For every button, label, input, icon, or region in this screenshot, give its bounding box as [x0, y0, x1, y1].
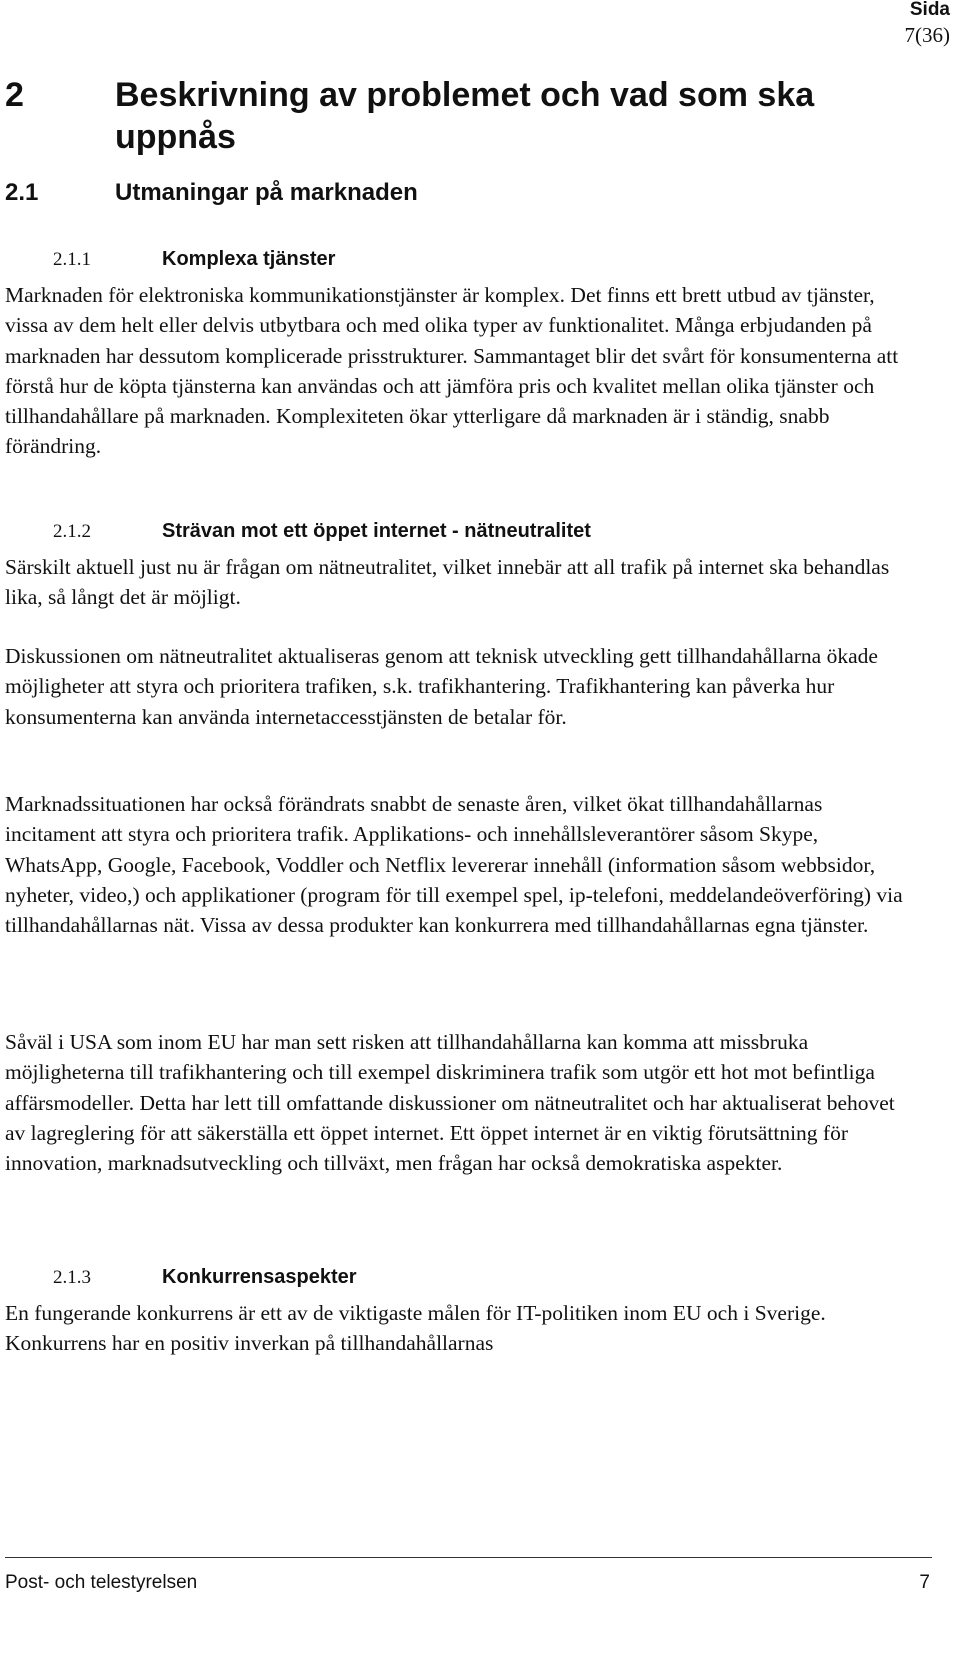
chapter-number: 2 [5, 76, 24, 114]
page-number [905, 0, 951, 50]
page-label: Sida [909, 0, 950, 20]
page-value: 7(36) [904, 23, 950, 47]
section-title: Utmaningar på marknaden [115, 179, 418, 206]
footer-page-number: 7 [919, 1572, 930, 1593]
subsection-heading-konkurrens [53, 1266, 357, 1289]
subsection-number: 2.1.2 [53, 521, 91, 542]
paragraph: Diskussionen om nätneutralitet aktualiseras genom att teknisk utveckling gett tillhandahållarna ökade möjligheter att styra och prioritera trafiken, s.k. trafikhantering. Trafikhantering kan påverka hur konsumenterna kan använda internetaccesstjänsten de betalar för. [5, 644, 878, 729]
chapter-title: Beskrivning av problemet och vad som ska uppnås [115, 76, 815, 156]
subsection-number: 2.1.1 [53, 249, 91, 270]
subsection-heading-komplexa [53, 248, 335, 271]
section-heading [5, 178, 418, 208]
subsection-heading-natneutralitet [53, 520, 591, 543]
paragraph: Särskilt aktuell just nu är frågan om nätneutralitet, vilket innebär att all trafik på internet ska behandlas lika, så långt det är möjligt. [5, 555, 890, 610]
paragraph: Marknadssituationen har också förändrats snabbt de senaste åren, vilket ökat tillhandahållarnas incitament att styra och prioritera trafik. Applikations- och innehållsleverantörer såsom Skype, WhatsApp, Google, Facebook, Voddler och Netflix levererar innehåll (information såsom webbsidor, nyheter, video,) och applikationer (program för till exempel spel, ip-telefoni, meddelandeöverföring) via tillhandahållarnas nät. Vissa av dessa produkter kan konkurrera med tillhandahållarnas egna tjänster. [5, 792, 903, 938]
footer-organization: Post- och telestyrelsen [5, 1572, 198, 1593]
footer-divider [5, 1557, 932, 1558]
paragraph: Marknaden för elektroniska kommunikationstjänster är komplex. Det finns ett brett utbud av tjänster, vissa av dem helt eller delvis utbytbara och med olika typer av funktionalitet. Många erbjudanden på marknaden har dessutom komplicerade prisstrukturer. Sammantaget blir det svårt för konsumenterna att förstå hur de köpta tjänsterna kan användas och att jämföra pris och kvalitet mellan olika tjänster och tillhandahållare på marknaden. Komplexiteten ökar ytterligare då marknaden är i ständig, snabb förändring. [5, 283, 899, 459]
paragraph: Såväl i USA som inom EU har man sett risken att tillhandahållarna kan komma att missbruka möjligheterna till trafikhantering och till exempel diskriminera trafik som utgör ett hot mot befintliga affärsmodeller. Detta har lett till omfattande diskussioner om nätneutralitet och har aktualiserat behovet av lagreglering för att säkerställa ett öppet internet. Ett öppet internet är en viktig förutsättning för innovation, marknadsutveckling och tillväxt, men frågan har också demokratiska aspekter. [5, 1030, 895, 1176]
subsection-title: Konkurrensaspekter [162, 1266, 357, 1288]
subsection-title: Komplexa tjänster [162, 248, 336, 270]
chapter-heading [5, 74, 845, 158]
paragraph: En fungerande konkurrens är ett av de viktigaste målen för IT-politiken inom EU och i Sverige. Konkurrens har en positiv inverkan på tillhandahållarnas [5, 1301, 826, 1356]
section-number: 2.1 [5, 179, 39, 206]
subsection-number: 2.1.3 [53, 1267, 91, 1288]
subsection-title: Strävan mot ett öppet internet - nätneutralitet [162, 520, 591, 542]
